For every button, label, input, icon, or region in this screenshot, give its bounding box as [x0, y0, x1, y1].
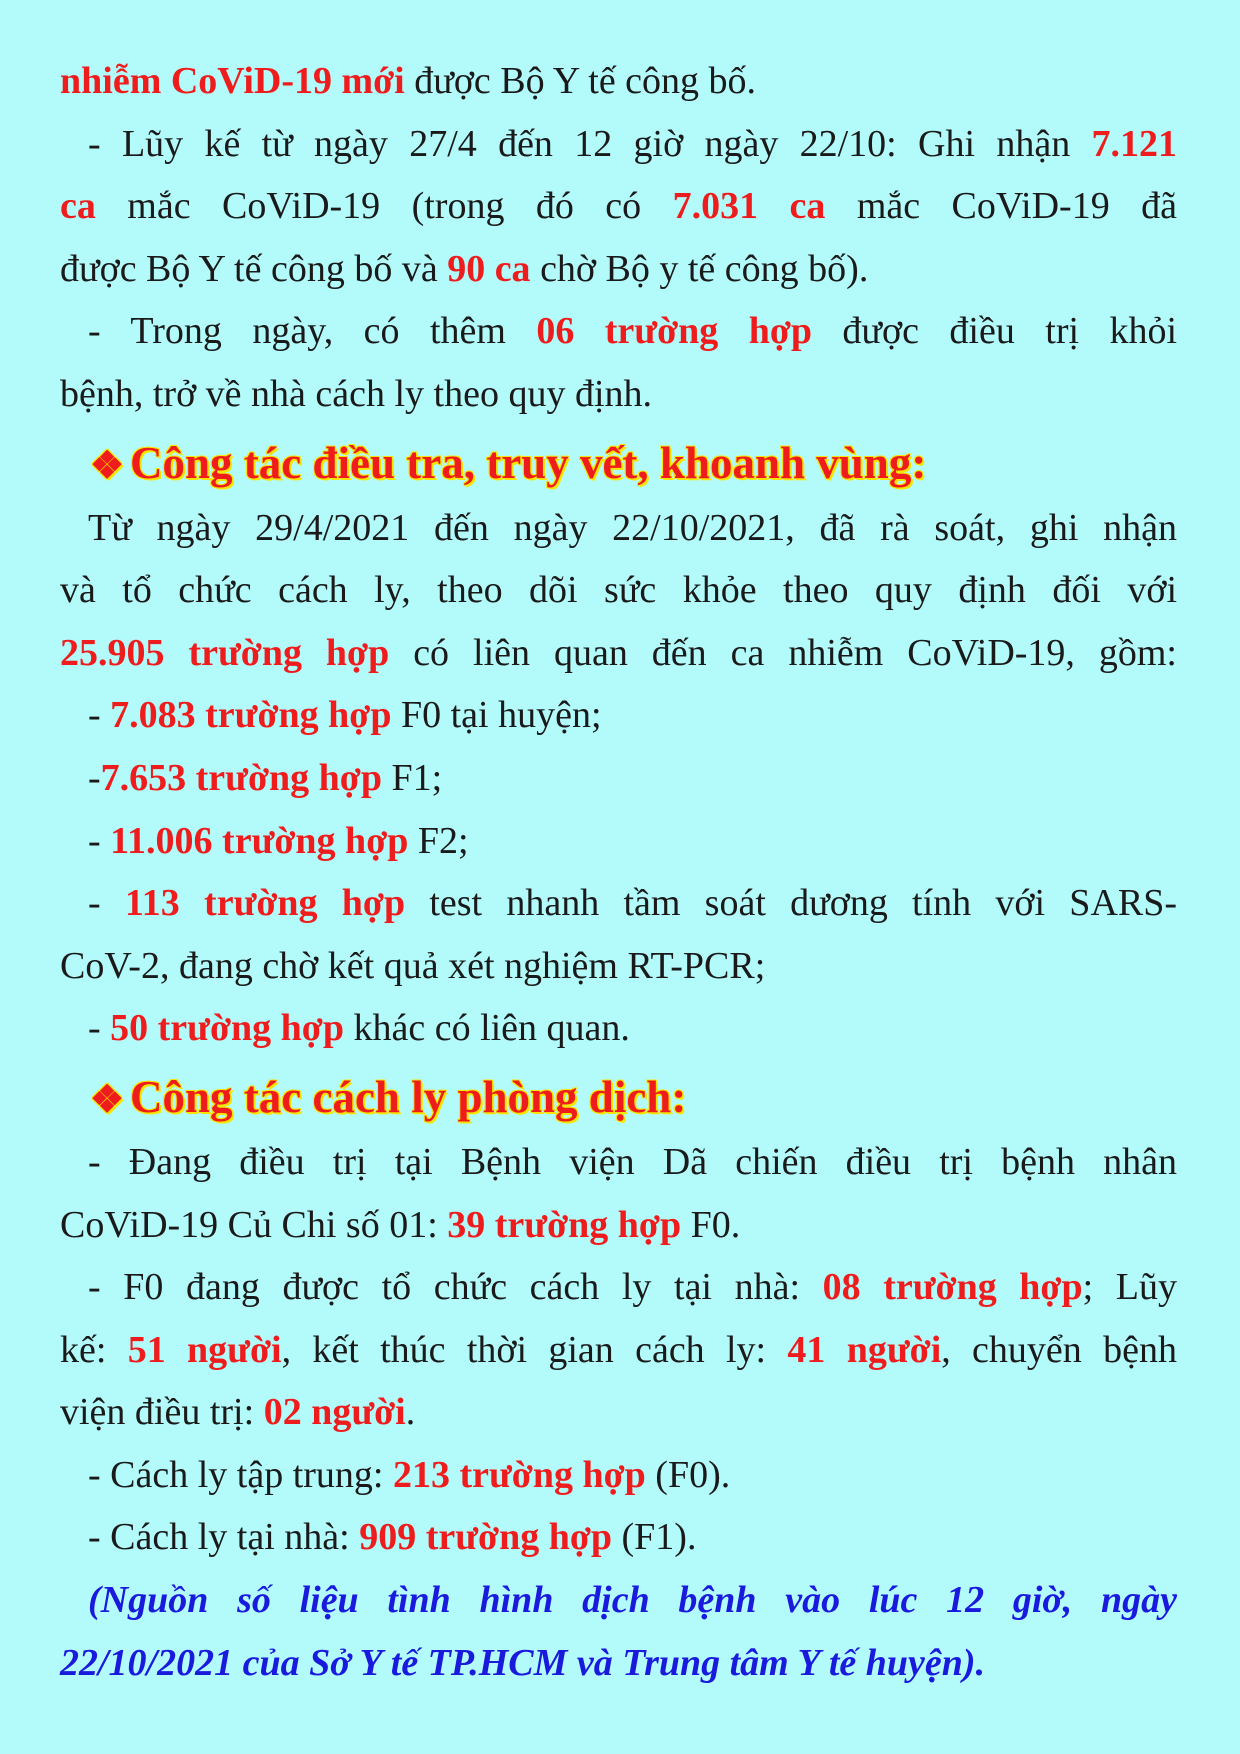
- intro-line-2: [60, 113, 1177, 176]
- body-text: F0 tại huyện;: [391, 694, 602, 737]
- body-text: -: [88, 882, 125, 925]
- paragraph-line: [60, 1319, 1177, 1382]
- list-item: [60, 872, 1177, 935]
- highlight-text: 7.121: [1091, 122, 1177, 165]
- body-text: CoViD-19 Củ Chi số 01:: [60, 1203, 448, 1246]
- section-heading-text: Công tác cách ly phòng dịch:: [130, 1071, 687, 1122]
- paragraph-line: [60, 622, 1177, 685]
- body-text: -: [88, 756, 101, 799]
- highlight-text: 7.653 trường hợp: [100, 756, 382, 799]
- body-text: bệnh, trở về nhà cách ly theo quy định.: [60, 372, 653, 415]
- body-text: - Cách ly tại nhà:: [88, 1516, 360, 1559]
- section-quarantine: [60, 1066, 1177, 1569]
- body-text: có liên quan đến ca nhiễm CoViD-19, gồm:: [389, 631, 1177, 674]
- body-text: ; Lũy: [1082, 1266, 1177, 1309]
- highlight-text: 11.006 trường hợp: [110, 819, 409, 862]
- body-text: viện điều trị:: [60, 1391, 264, 1434]
- body-text: , chuyển bệnh: [941, 1328, 1177, 1371]
- intro-line-4: [60, 238, 1177, 301]
- diamond-bullet-icon: ❖: [90, 1078, 125, 1121]
- list-item: [60, 810, 1177, 873]
- body-text: -: [88, 819, 111, 862]
- intro-section: [60, 50, 1177, 426]
- source-note: [60, 1569, 1177, 1694]
- paragraph-line: Từ ngày 29/4/2021 đến ngày 22/10/2021, đã rà soát, ghi nhận: [88, 506, 1177, 549]
- section-heading-text: Công tác điều tra, truy vết, khoanh vùng:: [130, 437, 927, 488]
- highlight-text: nhiễm CoViD-19 mới: [60, 60, 405, 102]
- highlight-text: ca: [60, 185, 96, 228]
- body-text: -: [88, 694, 111, 737]
- highlight-text: 90 ca: [447, 247, 531, 290]
- paragraph-line: [60, 1506, 1177, 1569]
- body-text: test nhanh tầm soát dương tính với SARS-: [405, 882, 1178, 925]
- intro-line-5: [60, 300, 1177, 363]
- highlight-text: 213 trường hợp: [392, 1453, 646, 1496]
- body-text: kế:: [60, 1328, 128, 1371]
- highlight-text: 39 trường hợp: [447, 1203, 682, 1246]
- highlight-text: 08 trường hợp: [822, 1266, 1083, 1309]
- body-text: (F1).: [612, 1516, 697, 1559]
- body-text: mắc CoViD-19 đã: [825, 185, 1177, 228]
- body-text: - F0 đang được tổ chức cách ly tại nhà:: [88, 1266, 823, 1309]
- highlight-text: 113 trường hợp: [124, 882, 406, 925]
- intro-line-6: [60, 363, 1177, 426]
- list-item: [60, 997, 1177, 1060]
- diamond-bullet-icon: ❖: [90, 444, 125, 487]
- highlight-text: 909 trường hợp: [359, 1516, 613, 1559]
- body-text: (F0).: [645, 1453, 731, 1496]
- list-item-continuation: CoV-2, đang chờ kết quả xét nghiệm RT-PCR;: [60, 944, 766, 987]
- section-heading: [60, 1066, 1177, 1131]
- body-text: F0.: [681, 1203, 741, 1246]
- body-text: được Bộ Y tế công bố và: [60, 247, 448, 290]
- body-text: chờ Bộ y tế công bố).: [530, 247, 869, 290]
- highlight-text: 7.083 trường hợp: [110, 694, 392, 737]
- intro-line-1: [60, 50, 1177, 113]
- highlight-text: 41 người: [787, 1328, 942, 1371]
- highlight-text: 50 trường hợp: [110, 1007, 344, 1050]
- highlight-text: 7.031 ca: [672, 185, 826, 228]
- body-text: - Trong ngày, có thêm: [88, 310, 537, 353]
- body-text: , kết thúc thời gian cách ly:: [281, 1328, 788, 1371]
- list-item: [60, 684, 1177, 747]
- paragraph-line: [60, 1256, 1177, 1319]
- paragraph-line: [60, 1194, 1177, 1257]
- source-note-line-2: 22/10/2021 của Sở Y tế TP.HCM và Trung tâm Y tế huyện).: [60, 1641, 986, 1684]
- body-text: được điều trị khỏi: [812, 310, 1178, 353]
- intro-line-3: [60, 175, 1177, 238]
- paragraph-line: [60, 1381, 1177, 1444]
- paragraph-line: và tổ chức cách ly, theo dõi sức khỏe theo quy định đối với: [60, 569, 1177, 612]
- body-text: F1;: [381, 756, 443, 799]
- body-text: -: [88, 1007, 111, 1050]
- section-investigation: [60, 432, 1177, 1060]
- body-text: .: [405, 1391, 416, 1434]
- source-note-line-1: (Nguồn số liệu tình hình dịch bệnh vào lúc 12 giờ, ngày: [88, 1579, 1177, 1622]
- body-text: khác có liên quan.: [343, 1007, 630, 1050]
- highlight-text: 51 người: [127, 1328, 282, 1371]
- highlight-text: 02 người: [263, 1391, 406, 1434]
- section-heading: [60, 432, 1177, 497]
- paragraph-line: - Đang điều trị tại Bệnh viện Dã chiến điều trị bệnh nhân: [88, 1140, 1177, 1183]
- body-text: được Bộ Y tế công bố.: [404, 60, 757, 102]
- highlight-text: 06 trường hợp: [536, 310, 813, 353]
- body-text: - Cách ly tập trung:: [88, 1453, 393, 1496]
- body-text: F2;: [408, 819, 469, 862]
- body-text: - Lũy kế từ ngày 27/4 đến 12 giờ ngày 22/10: Ghi nhận: [88, 122, 1092, 165]
- highlight-text: 25.905 trường hợp: [60, 631, 390, 674]
- paragraph-line: [60, 1444, 1177, 1507]
- body-text: mắc CoViD-19 (trong đó có: [95, 185, 673, 228]
- list-item: [60, 747, 1177, 810]
